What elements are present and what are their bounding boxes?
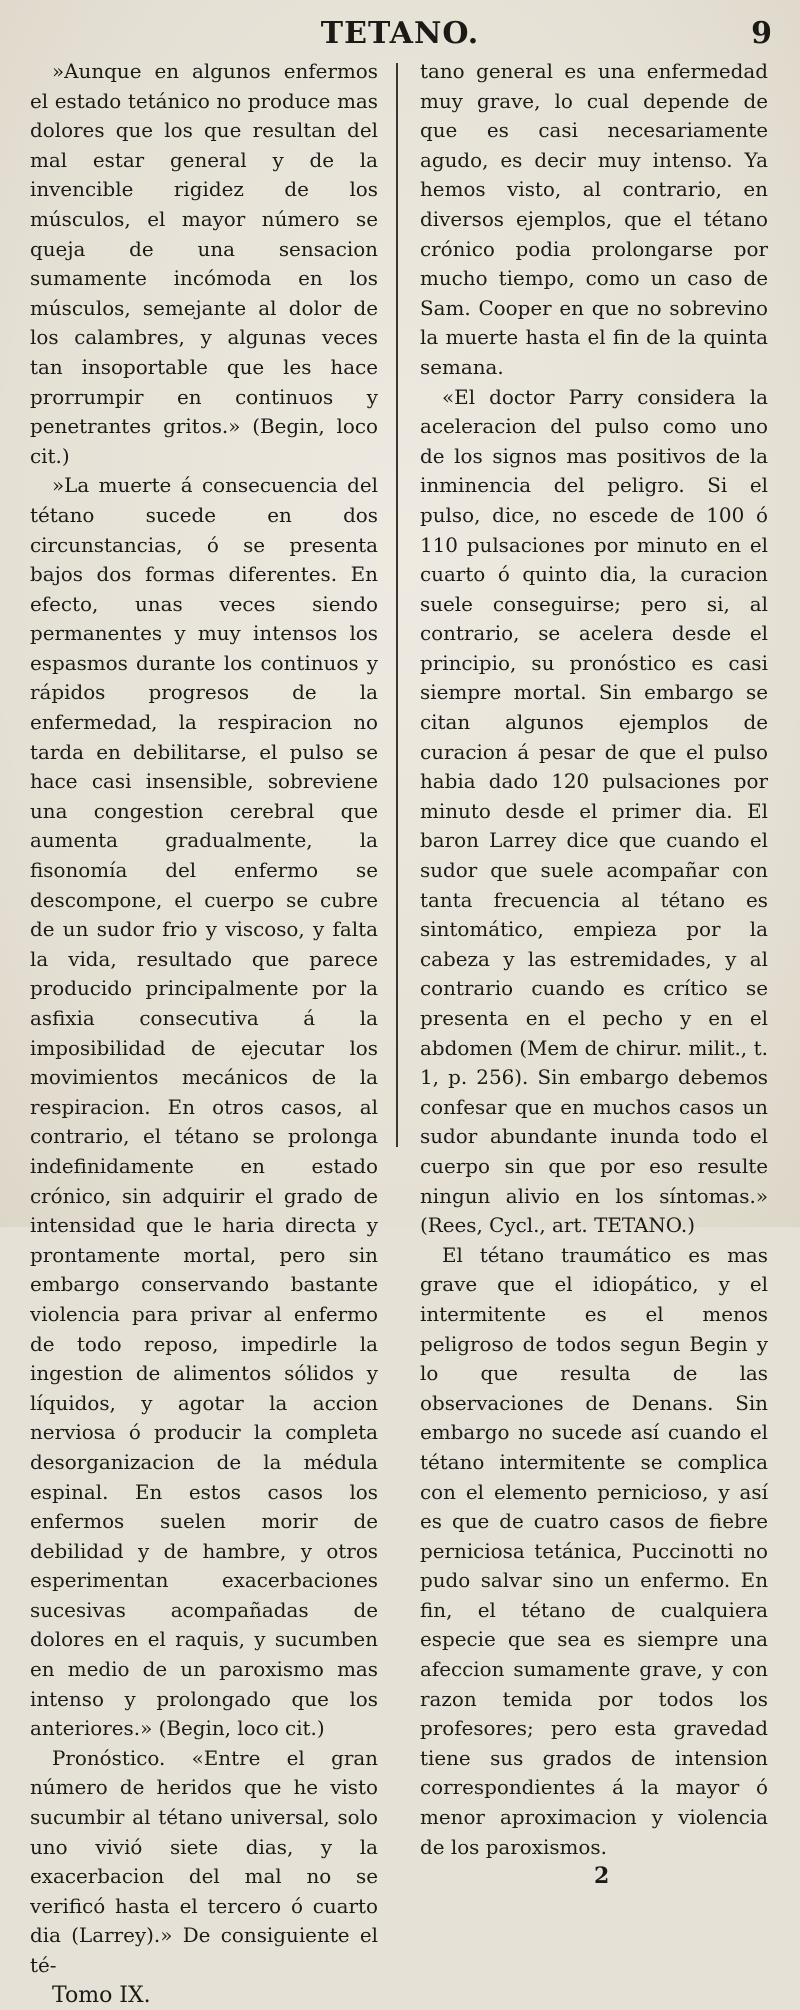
page-number: 9: [751, 16, 772, 51]
running-title: TETANO.: [320, 16, 480, 51]
page-header: [0, 16, 800, 56]
paragraph: tano general es una enfermedad muy grave, lo cual depende de que es casi necesariamente agudo, es decir muy intenso. Ya hemos visto, al contrario, en diversos ejemplos, que el tétano crónico podia prolongarse por mucho tiempo, como un caso de Sam. Cooper en que no sobrevino la muerte hasta el fin de la quinta semana.: [420, 60, 768, 379]
paragraph: Pronóstico. «Entre el gran número de heridos que he visto sucumbir al tétano universal, solo uno vivió siete dias, y la exacerbacion del mal no se verificó hasta el tercero ó cuarto dia (Larrey).» De consiguiente el té-: [30, 1746, 378, 1977]
right-column: [420, 57, 768, 1892]
left-column: [30, 57, 378, 2010]
signature-row: [420, 1862, 768, 1892]
column-divider: [396, 63, 398, 1147]
paragraph: »La muerte á consecuencia del tétano sucede en dos circunstancias, ó se presenta bajos dos formas diferentes. En efecto, unas veces siendo permanentes y muy intensos los espasmos durante los continuos y rápidos progresos de la enfermedad, la respiracion no tarda en debilitarse, el pulso se hace casi insensible, sobreviene una congestion cerebral que aumenta gradualmente, la fisonomía del enfermo se descompone, el cuerpo se cubre de un sudor frio y viscoso, y falta la vida, resultado que parece producido principalmente por la asfixia consecutiva á la imposibilidad de ejecutar los movimientos mecánicos de la respiracion. En otros casos, al contrario, el tétano se prolonga indefinidamente en estado crónico, sin adquirir el grado de intensidad que le haria directa y prontamente mortal, pero sin embargo conservando bastante violencia para privar al enfermo de todo reposo, impedirle la ingestion de alimentos sólidos y líquidos, y agotar la accion nerviosa ó producir la completa desorganizacion de la médula espinal. En estos casos los enfermos suelen morir de debilidad y de hambre, y otros esperimentan exacerbaciones sucesivas acompañadas de dolores en el raquis, y sucumben en medio de un paroxismo mas intenso y prolongado que los anteriores.» (Begin, loco cit.): [30, 474, 378, 1741]
volume-signature: Tomo IX.: [52, 1982, 151, 2008]
signature-mark: 2: [594, 1863, 610, 1890]
paragraph: »Aunque en algunos enfermos el estado tetánico no produce mas dolores que los que resultan del mal estar general y de la invencible rigidez de los músculos, el mayor número se queja de una sensacion sumamente incómoda en los músculos, semejante al dolor de los calambres, y algunas veces tan insoportable que les hace prorrumpir en continuos y penetrantes gritos.» (Begin, loco cit.): [30, 60, 378, 468]
text-columns: [30, 57, 782, 2008]
paragraph: «El doctor Parry considera la aceleracion del pulso como uno de los signos mas positivos de la inminencia del peligro. Si el pulso, dice, no escede de 100 ó 110 pulsaciones por minuto en el cuarto ó quinto dia, la curacion suele conseguirse; pero si, al contrario, se acelera desde el principio, su pronóstico es casi siempre mortal. Sin embargo se citan algunos ejemplos de curacion á pesar de que el pulso habia dado 120 pulsaciones por minuto desde el primer dia. El baron Larrey dice que cuando el sudor que suele acompañar con tanta frecuencia al tétano es sintomático, empieza por la cabeza y las estremidades, y al contrario cuando es crítico se presenta en el pecho y en el abdomen (Mem de chirur. milit., t. 1, p. 256). Sin embargo debemos confesar que en muchos casos un sudor abundante inunda todo el cuerpo sin que por eso resulte ningun alivio en los síntomas.» (Rees, Cycl., art. TETANO.): [420, 385, 768, 1238]
paragraph: El tétano traumático es mas grave que el idiopático, y el intermitente es el menos peligroso de todos segun Begin y lo que resulta de las observaciones de Denans. Sin embargo no sucede así cuando el tétano intermitente se complica con el elemento pernicioso, y así es que de cuatro casos de fiebre perniciosa tetánica, Puccinotti no pudo salvar sino un enfermo. En fin, el tétano de cualquiera especie que sea es siempre una afeccion sumamente grave, y con razon temida por todos los profesores; pero esta gravedad tiene sus grados de intension correspondientes á la mayor ó menor aproximacion y violencia de los paroxismos.: [420, 1243, 768, 1859]
